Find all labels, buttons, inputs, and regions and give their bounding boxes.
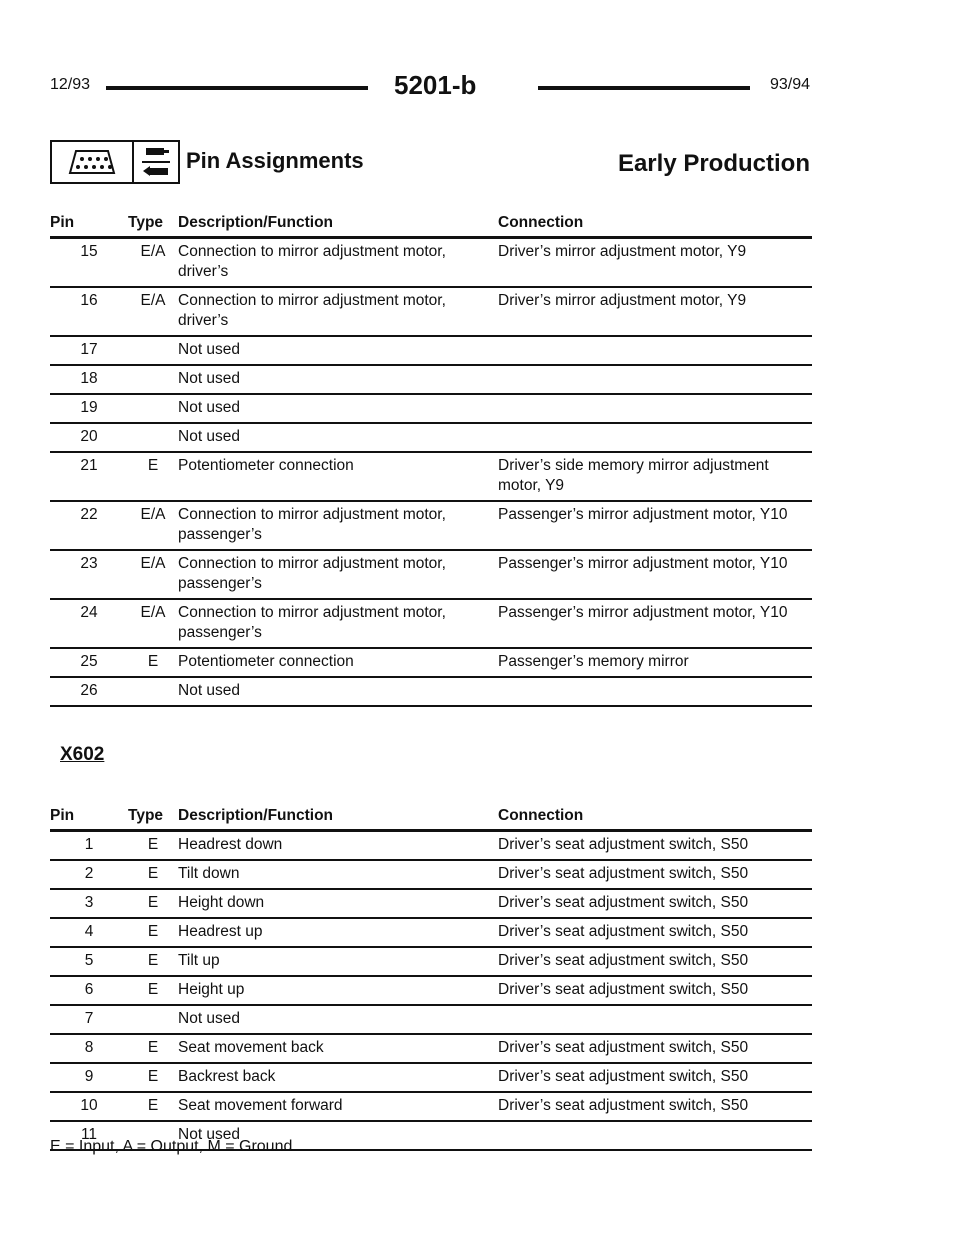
type-cell bbox=[128, 423, 178, 452]
pin-cell: 9 bbox=[50, 1063, 128, 1092]
header-rule-right bbox=[538, 86, 750, 90]
pin-cell: 8 bbox=[50, 1034, 128, 1063]
pin-cell: 4 bbox=[50, 918, 128, 947]
section-icon-box bbox=[50, 140, 180, 184]
description-cell: Headrest up bbox=[178, 918, 498, 947]
description-cell: Not used bbox=[178, 365, 498, 394]
type-cell: E bbox=[128, 1034, 178, 1063]
type-cell: E bbox=[128, 889, 178, 918]
connection-cell: Passenger’s mirror adjustment motor, Y10 bbox=[498, 550, 812, 599]
table-header-row bbox=[50, 803, 812, 831]
connection-cell: Driver’s mirror adjustment motor, Y9 bbox=[498, 238, 812, 288]
type-cell: E bbox=[128, 1063, 178, 1092]
pin-table-1-body bbox=[50, 238, 812, 707]
table-row bbox=[50, 599, 812, 648]
title-bar bbox=[50, 140, 810, 188]
description-cell: Not used bbox=[178, 423, 498, 452]
table-row bbox=[50, 831, 812, 861]
type-cell: E bbox=[128, 976, 178, 1005]
pin-cell: 25 bbox=[50, 648, 128, 677]
description-cell: Height down bbox=[178, 889, 498, 918]
type-cell: E bbox=[128, 1092, 178, 1121]
pin-cell: 6 bbox=[50, 976, 128, 1005]
col-type-header: Type bbox=[128, 210, 178, 238]
type-cell: E/A bbox=[128, 599, 178, 648]
table-row bbox=[50, 860, 812, 889]
description-cell: Seat movement back bbox=[178, 1034, 498, 1063]
type-cell: E/A bbox=[128, 501, 178, 550]
description-cell: Not used bbox=[178, 677, 498, 706]
connection-cell bbox=[498, 365, 812, 394]
pin-cell: 17 bbox=[50, 336, 128, 365]
connection-cell bbox=[498, 1121, 812, 1150]
table-row bbox=[50, 550, 812, 599]
connection-cell: Driver’s seat adjustment switch, S50 bbox=[498, 1092, 812, 1121]
legend-footnote: E = Input, A = Output, M = Ground bbox=[50, 1138, 293, 1155]
description-cell: Connection to mirror adjustment motor, passenger’s bbox=[178, 501, 498, 550]
description-cell: Not used bbox=[178, 336, 498, 365]
type-cell bbox=[128, 336, 178, 365]
description-cell: Not used bbox=[178, 394, 498, 423]
type-cell bbox=[128, 365, 178, 394]
table-header-row bbox=[50, 210, 812, 238]
type-cell bbox=[128, 1005, 178, 1034]
col-type-header: Type bbox=[128, 803, 178, 831]
type-cell: E bbox=[128, 648, 178, 677]
type-cell: E bbox=[128, 452, 178, 501]
type-cell: E bbox=[128, 947, 178, 976]
page-title: Pin Assignments bbox=[186, 148, 364, 173]
connection-cell: Driver’s seat adjustment switch, S50 bbox=[498, 918, 812, 947]
pin-cell: 10 bbox=[50, 1092, 128, 1121]
col-description-header: Description/Function bbox=[178, 803, 498, 831]
plug-icon bbox=[134, 142, 178, 182]
pin-cell: 16 bbox=[50, 287, 128, 336]
table-row bbox=[50, 1034, 812, 1063]
connector-icon bbox=[52, 142, 134, 182]
col-pin-header: Pin bbox=[50, 803, 128, 831]
type-cell: E bbox=[128, 918, 178, 947]
table-row bbox=[50, 394, 812, 423]
description-cell: Not used bbox=[178, 1005, 498, 1034]
description-cell: Height up bbox=[178, 976, 498, 1005]
table-row bbox=[50, 1092, 812, 1121]
connection-cell: Driver’s seat adjustment switch, S50 bbox=[498, 1034, 812, 1063]
description-cell: Connection to mirror adjustment motor, passenger’s bbox=[178, 599, 498, 648]
header-right-date: 93/94 bbox=[769, 76, 810, 93]
pin-cell: 24 bbox=[50, 599, 128, 648]
pin-cell: 7 bbox=[50, 1005, 128, 1034]
connection-cell bbox=[498, 336, 812, 365]
description-cell: Tilt down bbox=[178, 860, 498, 889]
pin-cell: 20 bbox=[50, 423, 128, 452]
connection-cell: Driver’s mirror adjustment motor, Y9 bbox=[498, 287, 812, 336]
table-row bbox=[50, 889, 812, 918]
pin-cell: 3 bbox=[50, 889, 128, 918]
connection-cell: Driver’s seat adjustment switch, S50 bbox=[498, 831, 812, 861]
table-row bbox=[50, 677, 812, 706]
pin-table-1 bbox=[50, 210, 812, 707]
col-connection-header: Connection bbox=[498, 803, 812, 831]
description-cell: Potentiometer connection bbox=[178, 452, 498, 501]
description-cell: Connection to mirror adjustment motor, driver’s bbox=[178, 238, 498, 288]
type-cell bbox=[128, 394, 178, 423]
pin-cell: 2 bbox=[50, 860, 128, 889]
description-cell: Potentiometer connection bbox=[178, 648, 498, 677]
connection-cell: Driver’s seat adjustment switch, S50 bbox=[498, 1063, 812, 1092]
description-cell: Connection to mirror adjustment motor, driver’s bbox=[178, 287, 498, 336]
connection-cell bbox=[498, 394, 812, 423]
type-cell: E/A bbox=[128, 238, 178, 288]
type-cell: E/A bbox=[128, 550, 178, 599]
description-cell: Not used bbox=[178, 1121, 498, 1150]
pin-cell: 5 bbox=[50, 947, 128, 976]
description-cell: Tilt up bbox=[178, 947, 498, 976]
table-row bbox=[50, 423, 812, 452]
connection-cell: Driver’s seat adjustment switch, S50 bbox=[498, 947, 812, 976]
production-label: Early Production bbox=[617, 150, 810, 177]
pin-cell: 21 bbox=[50, 452, 128, 501]
table-row bbox=[50, 1063, 812, 1092]
table-row bbox=[50, 918, 812, 947]
connection-cell: Driver’s side memory mirror adjustment motor, Y9 bbox=[498, 452, 812, 501]
table-row bbox=[50, 1005, 812, 1034]
connection-cell: Driver’s seat adjustment switch, S50 bbox=[498, 976, 812, 1005]
table-row bbox=[50, 976, 812, 1005]
type-cell: E/A bbox=[128, 287, 178, 336]
type-cell: E bbox=[128, 860, 178, 889]
pin-cell: 1 bbox=[50, 831, 128, 861]
page-header bbox=[50, 70, 810, 104]
doc-code: 5201-b bbox=[394, 70, 477, 100]
pin-table-2 bbox=[50, 803, 812, 1151]
connection-cell bbox=[498, 677, 812, 706]
description-cell: Headrest down bbox=[178, 831, 498, 861]
table-row bbox=[50, 648, 812, 677]
col-connection-header: Connection bbox=[498, 210, 812, 238]
table-row bbox=[50, 501, 812, 550]
connection-cell bbox=[498, 423, 812, 452]
table-row bbox=[50, 947, 812, 976]
pin-table-2-body bbox=[50, 831, 812, 1151]
pin-cell: 23 bbox=[50, 550, 128, 599]
col-description-header: Description/Function bbox=[178, 210, 498, 238]
header-left-date: 12/93 bbox=[50, 76, 91, 93]
pin-cell: 26 bbox=[50, 677, 128, 706]
connection-cell: Passenger’s mirror adjustment motor, Y10 bbox=[498, 501, 812, 550]
pin-cell: 11 bbox=[50, 1121, 128, 1150]
connection-cell: Driver’s seat adjustment switch, S50 bbox=[498, 860, 812, 889]
description-cell: Seat movement forward bbox=[178, 1092, 498, 1121]
table-row bbox=[50, 287, 812, 336]
table-row bbox=[50, 452, 812, 501]
col-pin-header: Pin bbox=[50, 210, 128, 238]
pin-cell: 18 bbox=[50, 365, 128, 394]
connector-section-title: X602 bbox=[60, 744, 105, 765]
pin-cell: 22 bbox=[50, 501, 128, 550]
connection-cell: Passenger’s mirror adjustment motor, Y10 bbox=[498, 599, 812, 648]
table-row bbox=[50, 365, 812, 394]
table-row bbox=[50, 336, 812, 365]
description-cell: Backrest back bbox=[178, 1063, 498, 1092]
connection-cell: Passenger’s memory mirror bbox=[498, 648, 812, 677]
table-row bbox=[50, 238, 812, 288]
connection-cell: Driver’s seat adjustment switch, S50 bbox=[498, 889, 812, 918]
pin-cell: 19 bbox=[50, 394, 128, 423]
connection-cell bbox=[498, 1005, 812, 1034]
type-cell: E bbox=[128, 831, 178, 861]
type-cell bbox=[128, 677, 178, 706]
description-cell: Connection to mirror adjustment motor, passenger’s bbox=[178, 550, 498, 599]
header-rule-left bbox=[106, 86, 368, 90]
pin-cell: 15 bbox=[50, 238, 128, 288]
